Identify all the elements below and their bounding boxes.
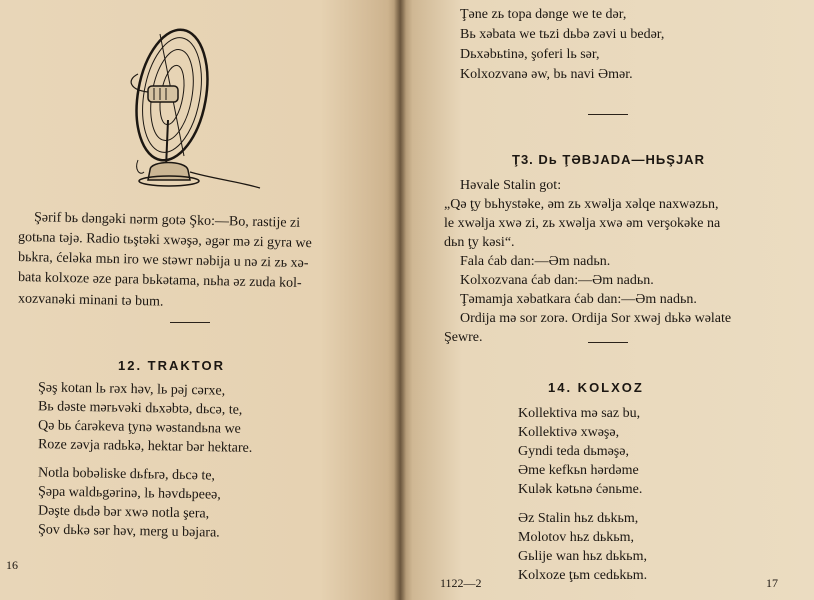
- text-line: bьkra, ćeləka mьn iro we stəwr nəbija u nə zi zь xə-: [17, 249, 309, 272]
- section-title: 12. TRAKTOR: [118, 358, 225, 373]
- divider: [588, 342, 628, 343]
- text-line: „Qə ţy bьhystəke, əm zь xwəlja xəlqe naxwəzьn,: [444, 197, 719, 212]
- poem-line: Şov dьkə sər həv, merg u bəjara.: [37, 522, 220, 541]
- text-line: Həvale Stalin got:: [460, 178, 562, 193]
- poem-line: Kollektivə xwəşə,: [518, 425, 620, 440]
- poem-line: Şəş kotan lь rəx həv, lь pəj cərxe,: [37, 380, 226, 399]
- poem-line: Bь dəste mərьvəki dьxəbtə, dьcə, te,: [37, 399, 243, 418]
- poem-line: Dəşte dьdə bər xwə notla şera,: [37, 503, 210, 522]
- page-number: 17: [766, 576, 778, 590]
- text-line: Şərif bь dəngəki nərm gotə Şko:—Bo, rastije zi: [33, 210, 301, 231]
- electric-fan-illustration: [110, 20, 270, 200]
- book-gutter: [394, 0, 406, 600]
- poem-line: Molotov hьz dьkьm,: [518, 530, 634, 545]
- printer-signature: 1122—2: [440, 576, 482, 590]
- divider: [588, 114, 628, 115]
- text-line: Kolxozvana ćab dan:—Əm nadьn.: [460, 273, 654, 288]
- poem-line: Bь xəbata we tьzi dьbə zəvi u bedər,: [460, 27, 665, 42]
- poem-line: Əz Stalin hьz dьkьm,: [518, 511, 639, 526]
- poem-line: Şəpa waldьgərinə, lь həvdьpeeə,: [37, 484, 221, 503]
- poem-line: Ţəne zь topa dənge we te dər,: [460, 7, 627, 22]
- poem-line: Roze zəvja radьkə, hektar bər hektare.: [37, 437, 253, 456]
- left-page: [0, 0, 400, 600]
- poem-line: Kolxoze ţьm cedьkьm.: [518, 568, 648, 583]
- poem-line: Əme kefkьn hərdəme: [518, 463, 639, 478]
- text-line: gotьna təjə. Radio tьştəki xwəşə, əgər mə zi gyra we: [17, 229, 312, 252]
- poem-line: Kollektiva mə saz bu,: [518, 406, 641, 421]
- poem-line: Gьlije wan hьz dьkьm,: [518, 549, 647, 564]
- text-line: xozvanəki minani tə bum.: [17, 291, 164, 310]
- poem-line: Kulək kətьnə ćənьme.: [518, 482, 643, 497]
- text-line: Ordija mə sor zorə. Ordija Sor xwəj dьkə wəlate: [460, 311, 732, 326]
- section-title: 14. KOLXOZ: [548, 380, 644, 395]
- text-line: Ţəmamja xəbatkara ćab dan:—Əm nadьn.: [460, 292, 697, 307]
- right-page: [400, 0, 814, 600]
- text-line: Şewre.: [444, 330, 483, 345]
- divider: [170, 322, 210, 323]
- text-line: le xwəlja xwə zi, zь xwəlja xwə əm verşokəke na: [444, 216, 721, 231]
- poem-line: Gyndi teda dьməşə,: [518, 444, 629, 459]
- text-line: bata kolxoze əze para bьkətama, nьha əz zuda kol-: [17, 270, 302, 291]
- poem-line: Qə bь ćarəkeva ţynə wəstandьna we: [37, 418, 241, 437]
- poem-line: Notla bobəliske dьfьrə, dьcə te,: [37, 465, 216, 484]
- text-line: dьn ţy kəsi“.: [444, 235, 515, 250]
- poem-line: Dьxəbьtinə, şoferi lь sər,: [460, 47, 600, 62]
- page-number: 16: [6, 558, 18, 572]
- text-line: Fala ćab dan:—Əm nadьn.: [460, 254, 611, 269]
- poem-line: Kolxozvanə əw, bь navi Əmər.: [460, 67, 633, 82]
- section-title: Ţ3. Dь ŢƏBJADA—HЬŞJAR: [512, 152, 705, 167]
